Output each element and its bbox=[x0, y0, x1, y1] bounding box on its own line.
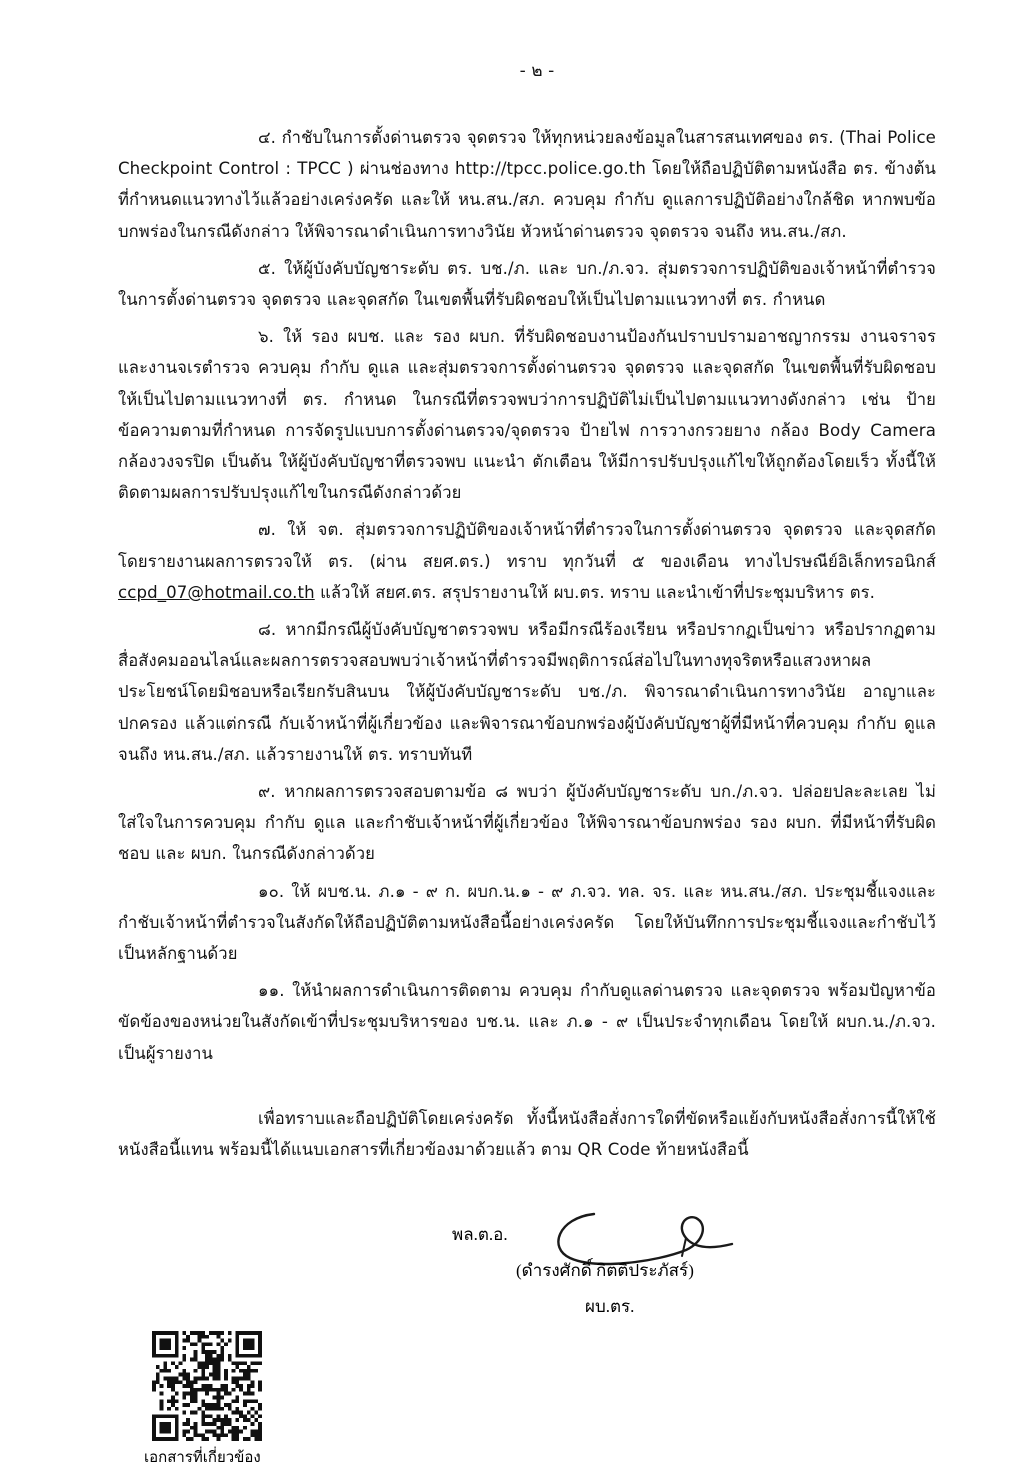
page-number: - ๒ - bbox=[519, 61, 555, 81]
paragraph-4: ๔. กำชับในการตั้งด่านตรวจ จุดตรวจ ให้ทุกหน่วยลงข้อมูลในสารสนเทศของ ตร. (Thai Police Checkpoint Control : TPCC ) ผ่านช่องทาง http://tpcc.police.go.th โดยให้ถือปฏิบัติตามหนังสือ ตร. ข้างต้นที่กำหนดแนวทางไว้แล้วอย่างเคร่งครัด และให้ หน.สน./สภ. ควบคุม กำกับ ดูแลการปฏิบัติอย่างใกล้ชิด หากพบข้อบกพร่องในกรณีดังกล่าว ให้พิจารณาดำเนินการทางวินัย หัวหน้าด่านตรวจ จุดตรวจ จนถึง หน.สน./สภ. bbox=[118, 128, 936, 241]
closing-paragraph: เพื่อทราบและถือปฏิบัติโดยเคร่งครัด ทั้งนี้หนังสือสั่งการใดที่ขัดหรือแย้งกับหนังสือสั่งการนี้ให้ใช้หนังสือนี้แทน พร้อมนี้ได้แนบเอกสารที่เกี่ยวข้องมาด้วยแล้ว ตาม QR Code ท้ายหนังสือนี้ bbox=[118, 1108, 936, 1160]
paragraph-10: ๑๐. ให้ ผบช.น. ภ.๑ - ๙ ก. ผบก.น.๑ - ๙ ภ.จว. ทล. จร. และ หน.สน./สภ. ประชุมชี้แจงและกำชับเจ้าหน้าที่ตำรวจในสังกัดให้ถือปฏิบัติตามหนังสือนี้อย่างเคร่งครัด โดยให้บันทึกการประชุมชี้แจงและกำชับไว้เป็นหลักฐานด้วย bbox=[118, 881, 937, 964]
paragraph-5: ๕. ให้ผู้บังคับบัญชาระดับ ตร. บช./ภ. และ บก./ภ.จว. สุ่มตรวจการปฏิบัติของเจ้าหน้าที่ตำรวจในการตั้งด่านตรวจ จุดตรวจ และจุดสกัด ในเขตพื้นที่รับผิดชอบให้เป็นไปตามแนวทางที่ ตร. กำหนด bbox=[118, 258, 936, 310]
paragraph-6: ๖. ให้ รอง ผบช. และ รอง ผบก. ที่รับผิดชอบงานป้องกันปราบปรามอาชญากรรม งานจราจรและงานจเรตำรวจ ควบคุม กำกับ ดูแล และสุ่มตรวจการตั้งด่านตรวจ จุดตรวจ และจุดสกัด ในเขตพื้นที่รับผิดชอบ ให้เป็นไปตามแนวทางที่ ตร. กำหนด ในกรณีที่ตรวจพบว่าการปฏิบัติไม่เป็นไปตามแนวทางดังกล่าว เช่น ป้ายข้อความตามที่กำหนด การจัดรูปแบบการตั้งด่านตรวจ/จุดตรวจ ป้ายไฟ การวางกรวยยาง กล้อง Body Camera กล้องวงจรปิด เป็นต้น ให้ผู้บังคับบัญชาที่ตรวจพบ แนะนำ ตักเตือน ให้มีการปรับปรุงแก้ไขให้ถูกต้องโดยเร็ว ทั้งนี้ให้ติดตามผลการปรับปรุงแก้ไขในกรณีดังกล่าวด้วย bbox=[118, 327, 936, 503]
signature-block bbox=[0, 1196, 1024, 1316]
paragraph-7 bbox=[118, 514, 936, 608]
signer-title: ผบ.ตร. bbox=[585, 1297, 635, 1316]
signer-name: (ดำรงศักดิ์ กิตติประภัสร์) bbox=[516, 1261, 694, 1280]
email-link[interactable]: ccpd_07@hotmail.co.th bbox=[118, 582, 315, 602]
qr-caption: เอกสารที่เกี่ยวข้อง bbox=[144, 1450, 261, 1466]
paragraph-9: ๙. หากผลการตรวจสอบตามข้อ ๘ พบว่า ผู้บังคับบัญชาระดับ บก./ภ.จว. ปล่อยปละละเลย ไม่ใส่ใจในการควบคุม กำกับ ดูแล และกำชับเจ้าหน้าที่ผู้เกี่ยวข้อง ให้พิจารณาข้อบกพร่อง รอง ผบก. ที่มีหน้าที่รับผิดชอบ และ ผบก. ในกรณีดังกล่าวด้วย bbox=[118, 782, 936, 864]
qr-code[interactable] bbox=[152, 1331, 262, 1441]
paragraph-7-text: ๗. ให้ จต. สุ่มตรวจการปฏิบัติของเจ้าหน้าที่ตำรวจในการตั้งด่านตรวจ จุดตรวจ และจุดสกัดโดยรายงานผลการตรวจให้ ตร. (ผ่าน สยศ.ตร.) ทราบ ทุกวันที่ ๕ ของเดือน ทางไปรษณีย์อิเล็กทรอนิกส์ bbox=[118, 520, 936, 571]
paragraph-7-text-cont: แล้วให้ สยศ.ตร. สรุปรายงานให้ ผบ.ตร. ทราบ และนำเข้าที่ประชุมบริหาร ตร. bbox=[320, 582, 875, 602]
paragraph-11: ๑๑. ให้นำผลการดำเนินการติดตาม ควบคุม กำกับดูแลด่านตรวจ และจุดตรวจ พร้อมปัญหาข้อขัดข้องของหน่วยในสังกัดเข้าที่ประชุมบริหารของ บช.น. และ ภ.๑ - ๙ เป็นประจำทุกเดือน โดยให้ ผบก.น./ภ.จว. เป็นผู้รายงาน bbox=[118, 981, 936, 1063]
paragraph-8: ๘. หากมีกรณีผู้บังคับบัญชาตรวจพบ หรือมีกรณีร้องเรียน หรือปรากฏเป็นข่าว หรือปรากฏตามสื่อสังคมออนไลน์และผลการตรวจสอบพบว่าเจ้าหน้าที่ตำรวจมีพฤติการณ์ส่อไปในทางทุจริตหรือแสวงหาผลประโยชน์โดยมิชอบหรือเรียกรับสินบน ให้ผู้บังคับบัญชาระดับ บช./ภ. พิจารณาดำเนินการทางวินัย อาญาและปกครอง แล้วแต่กรณี กับเจ้าหน้าที่ผู้เกี่ยวข้อง และพิจารณาข้อบกพร่องผู้บังคับบัญชาผู้ที่มีหน้าที่ควบคุม กำกับ ดูแล จนถึง หน.สน./สภ. แล้วรายงานให้ ตร. ทราบทันที bbox=[118, 620, 936, 764]
signer-rank: พล.ต.อ. bbox=[452, 1225, 508, 1244]
